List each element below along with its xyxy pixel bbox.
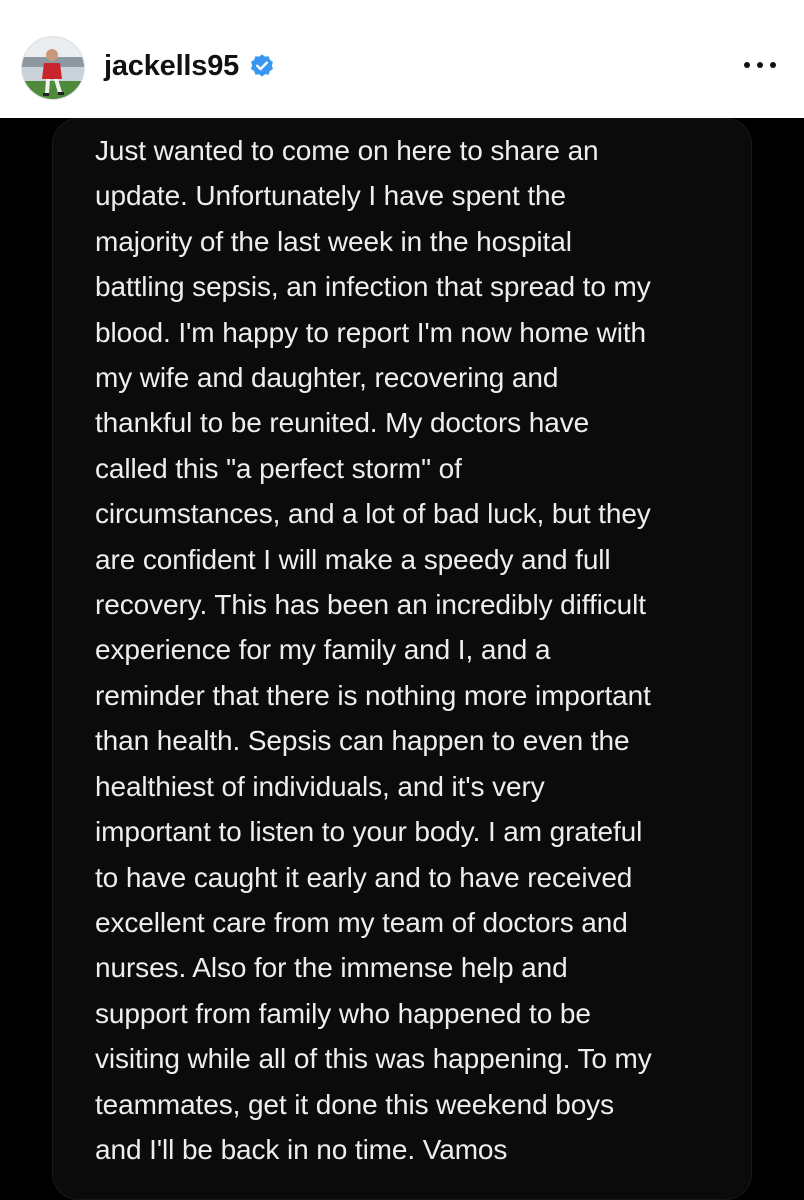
profile-avatar[interactable] — [22, 37, 84, 99]
more-options-icon[interactable] — [740, 58, 780, 72]
verified-badge-icon — [249, 53, 275, 79]
username[interactable]: jackells95 — [104, 50, 240, 82]
avatar-image — [22, 37, 84, 99]
post-header — [0, 0, 804, 118]
post-note-text: Just wanted to come on here to share an update. Unfortunately I have spent the majority of the last week in the hospital battling sepsis, an infection that spread to my blood. I'm happy to report I'm now home with my wife and daughter, recovering and thankful to be reunited. My doctors have called this "a perfect storm" of circumstances, and a lot of bad luck, but they are confident I will make a speedy and full recovery. This has been an incredibly difficult experience for my family and I, and a reminder that there is nothing more important than health. Sepsis can happen to even the healthiest of individuals, and it's very important to listen to your body. I am grateful to have caught it early and to have received excellent care from my team of doctors and nurses. Also for the immense help and support from family who happened to be visiting while all of this was happening. To my teammates, get it done this weekend boys and I'll be back in no time. Vamos — [95, 135, 652, 1165]
